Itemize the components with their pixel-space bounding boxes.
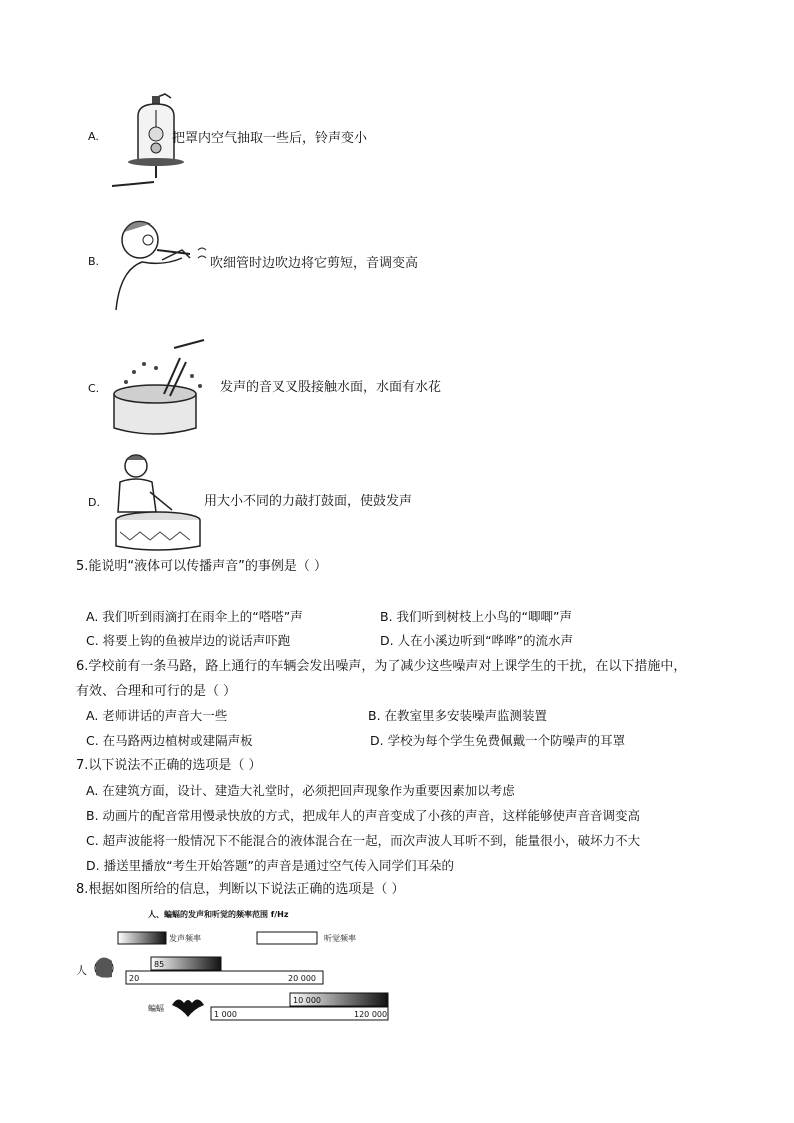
tuning-fork-water-illustration: [104, 338, 219, 438]
q5-option-a[interactable]: A. 我们听到雨滴打在雨伞上的“嗒嗒”声: [86, 609, 303, 624]
q7-option-c[interactable]: C. 超声波能将一般情况下不能混合的液体混合在一起，而次声波人耳听不到，能量很小，破坏力不大: [86, 833, 641, 848]
human-emit-label: 85: [154, 960, 165, 969]
question-7-stem: 7.以下说法不正确的选项是（ ）: [76, 758, 262, 773]
option-text: 把罩内空气抽取一些后，铃声变小: [172, 131, 368, 146]
question-5-stem: 5.能说明“液体可以传播声音”的事例是（ ）: [76, 559, 328, 574]
legend-emit-label: 发声频率: [169, 934, 201, 943]
question-8-stem: 8.根据如图所给的信息，判断以下说法正确的选项是（ ）: [76, 882, 405, 897]
option-d-row[interactable]: [88, 452, 508, 552]
bat-hear-low-label: 1 000: [214, 1010, 237, 1019]
option-text: 用大小不同的力敲打鼓面，使鼓发声: [204, 494, 413, 509]
question-6-stem-line2: 有效、合理和可行的是（ ）: [76, 684, 237, 699]
option-a-row[interactable]: [88, 90, 488, 190]
man-drum-illustration: [110, 452, 200, 552]
bat-hear-high-label: 120 000: [354, 1010, 388, 1019]
q5-option-d[interactable]: D. 人在小溪边听到“哗哗”的流水声: [380, 633, 574, 648]
human-hear-low-label: 20: [129, 974, 140, 983]
option-label: D.: [88, 496, 100, 509]
legend-hear-label: 听觉频率: [324, 934, 356, 943]
q6-option-c[interactable]: C. 在马路两边植树或建隔声板: [86, 733, 253, 748]
q6-option-d[interactable]: D. 学校为每个学生免费佩戴一个防噪声的耳罩: [370, 733, 626, 748]
option-text: 吹细管时边吹边将它剪短，音调变高: [210, 256, 419, 271]
legend-emit-swatch: [118, 932, 166, 944]
q7-option-b[interactable]: B. 动画片的配音常用慢录快放的方式，把成年人的声音变成了小孩的声音，这样能够使声音音调变高: [86, 808, 641, 823]
option-label: C.: [88, 382, 100, 395]
option-label: A.: [88, 130, 99, 143]
q5-option-b[interactable]: B. 我们听到树枝上小鸟的“唧唧”声: [380, 609, 572, 624]
q7-option-a[interactable]: A. 在建筑方面，设计、建造大礼堂时，必须把回声现象作为重要因素加以考虑: [86, 783, 515, 798]
bell-jar-illustration: [110, 90, 180, 190]
question-6-stem-line1: 6.学校前有一条马路，路上通行的车辆会发出噪声，为了减少这些噪声对上课学生的干扰，在以下措施中，: [76, 659, 687, 674]
legend-hear-swatch: [257, 932, 317, 944]
bat-icon: [172, 999, 204, 1017]
q5-option-c[interactable]: C. 将要上钩的鱼被岸边的说话声吓跑: [86, 633, 291, 648]
q6-option-a[interactable]: A. 老师讲话的声音大一些: [86, 708, 228, 723]
frequency-range-chart: [74, 905, 404, 1025]
option-text: 发声的音叉叉股接触水面，水面有水花: [220, 380, 442, 395]
chart-title: 人、蝙蝠的发声和听觉的频率范围 f/Hz: [148, 910, 289, 919]
human-icon: [95, 957, 113, 977]
q7-option-d[interactable]: D. 播送里播放“考生开始答题”的声音是通过空气传入同学们耳朵的: [86, 858, 455, 873]
option-c-row[interactable]: [88, 338, 508, 438]
man-blowing-straw-illustration: [102, 210, 212, 320]
option-b-row[interactable]: [88, 210, 488, 320]
q6-option-b[interactable]: B. 在教室里多安装噪声监测装置: [368, 708, 548, 723]
row-label-human: 人: [76, 964, 87, 977]
row-label-bat: 蝙蝠: [148, 1004, 164, 1013]
bat-emit-label: 10 000: [293, 996, 321, 1005]
option-label: B.: [88, 255, 100, 268]
human-hear-high-label: 20 000: [288, 974, 316, 983]
